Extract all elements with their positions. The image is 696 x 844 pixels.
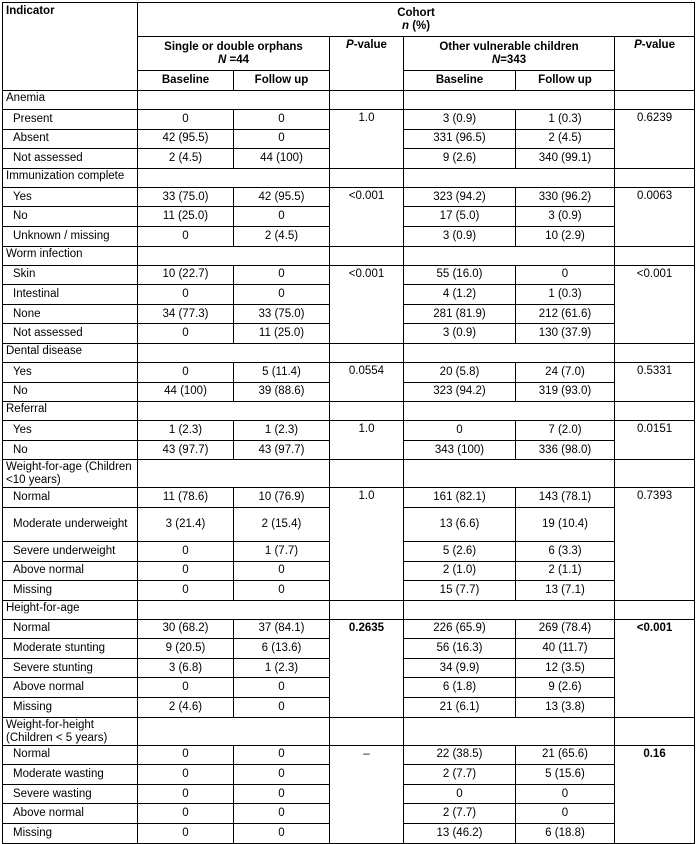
group2-baseline-value: 20 (5.8) <box>404 362 516 382</box>
group2-followup-value: 24 (7.0) <box>516 362 615 382</box>
group2-header: Other vulnerable children N=343 <box>404 37 615 71</box>
group1-followup-value: 39 (88.6) <box>234 382 330 402</box>
pvalue-group2: 0.0151 <box>615 421 695 460</box>
group1-followup-value: 0 <box>234 784 330 804</box>
section-spacer <box>138 246 330 265</box>
row-label: Not assessed <box>3 149 138 169</box>
section-spacer <box>138 600 330 619</box>
group2-followup-value: 1 (0.3) <box>516 285 615 305</box>
group1-followup-header: Follow up <box>234 71 330 91</box>
section-title: Anemia <box>3 91 138 110</box>
pvalue-group2: 0.7393 <box>615 488 695 600</box>
group1-baseline-value: 2 (4.6) <box>138 698 234 718</box>
section-spacer <box>138 460 330 488</box>
group2-followup-value: 13 (3.8) <box>516 698 615 718</box>
group1-followup-value: 0 <box>234 110 330 130</box>
group1-followup-value: 2 (15.4) <box>234 507 330 541</box>
group2-baseline-value: 323 (94.2) <box>404 187 516 207</box>
group1-followup-value: 0 <box>234 561 330 581</box>
group2-followup-value: 6 (3.3) <box>516 541 615 561</box>
pvalue-group1: 1.0 <box>330 110 404 169</box>
group2-followup-value: 9 (2.6) <box>516 678 615 698</box>
group1-baseline-value: 11 (25.0) <box>138 207 234 227</box>
section-header-row <box>3 460 695 488</box>
group2-followup-value: 3 (0.9) <box>516 207 615 227</box>
section-spacer <box>404 343 615 362</box>
section-header-row <box>3 168 695 187</box>
section-spacer <box>138 168 330 187</box>
group1-followup-value: 10 (76.9) <box>234 488 330 508</box>
section-spacer <box>404 402 615 421</box>
group1-followup-value: 0 <box>234 581 330 601</box>
group1-followup-value: 0 <box>234 698 330 718</box>
row-label: Not assessed <box>3 324 138 344</box>
group2-baseline-value: 281 (81.9) <box>404 304 516 324</box>
group2-followup-value: 1 (0.3) <box>516 110 615 130</box>
group1-followup-value: 33 (75.0) <box>234 304 330 324</box>
section-spacer <box>404 600 615 619</box>
cohort-subtitle: n (%) <box>401 19 431 32</box>
group2-baseline-value: 2 (1.0) <box>404 561 516 581</box>
group2-followup-value: 13 (7.1) <box>516 581 615 601</box>
pvalue-group2: 0.0063 <box>615 187 695 246</box>
section-header-row <box>3 343 695 362</box>
group1-baseline-value: 11 (78.6) <box>138 488 234 508</box>
row-label: Skin <box>3 265 138 285</box>
row-label: Severe stunting <box>3 658 138 678</box>
group2-followup-value: 0 <box>516 265 615 285</box>
section-spacer <box>330 343 404 362</box>
row-label: Present <box>3 110 138 130</box>
group1-baseline-value: 10 (22.7) <box>138 265 234 285</box>
group1-baseline-value: 0 <box>138 581 234 601</box>
section-spacer <box>404 91 615 110</box>
table-row <box>3 265 695 285</box>
row-label: Absent <box>3 129 138 149</box>
section-spacer <box>615 246 695 265</box>
group2-baseline-value: 9 (2.6) <box>404 149 516 169</box>
group2-followup-value: 130 (37.9) <box>516 324 615 344</box>
group2-baseline-value: 4 (1.2) <box>404 285 516 305</box>
group2-baseline-value: 331 (96.5) <box>404 129 516 149</box>
group1-baseline-value: 2 (4.5) <box>138 149 234 169</box>
group1-followup-value: 0 <box>234 824 330 844</box>
section-spacer <box>615 402 695 421</box>
group2-followup-value: 19 (10.4) <box>516 507 615 541</box>
group2-followup-value: 0 <box>516 804 615 824</box>
table-row <box>3 488 695 508</box>
row-label: Severe wasting <box>3 784 138 804</box>
group1-followup-value: 0 <box>234 207 330 227</box>
section-title: Height-for-age <box>3 600 138 619</box>
group2-followup-value: 2 (4.5) <box>516 129 615 149</box>
pvalue-group2: 0.16 <box>615 745 695 843</box>
table-row <box>3 110 695 130</box>
section-header-row <box>3 402 695 421</box>
results-table <box>2 2 695 844</box>
row-label: Moderate wasting <box>3 765 138 785</box>
row-label: No <box>3 207 138 227</box>
group2-baseline-value: 13 (46.2) <box>404 824 516 844</box>
group1-baseline-value: 43 (97.7) <box>138 440 234 460</box>
group1-baseline-value: 0 <box>138 285 234 305</box>
group2-baseline-value: 3 (0.9) <box>404 324 516 344</box>
group1-followup-value: 0 <box>234 745 330 765</box>
row-label: Missing <box>3 581 138 601</box>
section-spacer <box>330 460 404 488</box>
group2-baseline-value: 21 (6.1) <box>404 698 516 718</box>
group2-followup-value: 340 (99.1) <box>516 149 615 169</box>
group2-baseline-value: 13 (6.6) <box>404 507 516 541</box>
group2-followup-value: 5 (15.6) <box>516 765 615 785</box>
group2-baseline-value: 56 (16.3) <box>404 639 516 659</box>
section-spacer <box>615 717 695 745</box>
group2-followup-value: 12 (3.5) <box>516 658 615 678</box>
table-row <box>3 421 695 441</box>
group2-baseline-value: 3 (0.9) <box>404 226 516 246</box>
group2-baseline-value: 343 (100) <box>404 440 516 460</box>
group1-baseline-value: 0 <box>138 824 234 844</box>
group1-baseline-value: 30 (68.2) <box>138 619 234 639</box>
section-spacer <box>330 91 404 110</box>
section-header-row <box>3 600 695 619</box>
pvalue-group1: 0.0554 <box>330 362 404 401</box>
group1-followup-value: 42 (95.5) <box>234 187 330 207</box>
group1-baseline-value: 0 <box>138 745 234 765</box>
group2-baseline-value: 22 (38.5) <box>404 745 516 765</box>
group2-followup-header: Follow up <box>516 71 615 91</box>
group2-followup-value: 319 (93.0) <box>516 382 615 402</box>
row-label: No <box>3 440 138 460</box>
pvalue2-header: P-value <box>615 37 695 91</box>
group1-baseline-value: 0 <box>138 561 234 581</box>
row-label: Normal <box>3 619 138 639</box>
group2-followup-value: 7 (2.0) <box>516 421 615 441</box>
group1-followup-value: 11 (25.0) <box>234 324 330 344</box>
group1-followup-value: 1 (2.3) <box>234 421 330 441</box>
pvalue-group2: 0.6239 <box>615 110 695 169</box>
group1-baseline-value: 42 (95.5) <box>138 129 234 149</box>
group2-followup-value: 21 (65.6) <box>516 745 615 765</box>
section-title: Weight-for-age (Children <10 years) <box>3 460 138 488</box>
group2-baseline-value: 323 (94.2) <box>404 382 516 402</box>
section-spacer <box>330 168 404 187</box>
group2-followup-value: 212 (61.6) <box>516 304 615 324</box>
group1-followup-value: 0 <box>234 129 330 149</box>
row-label: Severe underweight <box>3 541 138 561</box>
group1-baseline-header: Baseline <box>138 71 234 91</box>
pvalue-group2: 0.5331 <box>615 362 695 401</box>
row-label: Yes <box>3 187 138 207</box>
section-spacer <box>330 246 404 265</box>
section-spacer <box>404 168 615 187</box>
group2-baseline-value: 5 (2.6) <box>404 541 516 561</box>
group2-followup-value: 40 (11.7) <box>516 639 615 659</box>
section-header-row <box>3 91 695 110</box>
pvalue-group2: <0.001 <box>615 619 695 717</box>
group2-baseline-value: 2 (7.7) <box>404 804 516 824</box>
row-label: Above normal <box>3 804 138 824</box>
group1-baseline-value: 0 <box>138 226 234 246</box>
section-spacer <box>615 460 695 488</box>
section-title: Dental disease <box>3 343 138 362</box>
group2-baseline-value: 0 <box>404 784 516 804</box>
group1-followup-value: 0 <box>234 804 330 824</box>
group1-followup-value: 0 <box>234 678 330 698</box>
group1-header: Single or double orphans N =44 <box>138 37 330 71</box>
group2-baseline-header: Baseline <box>404 71 516 91</box>
pvalue-group1: 1.0 <box>330 488 404 600</box>
section-title: Weight-for-height (Children < 5 years) <box>3 717 138 745</box>
section-title: Referral <box>3 402 138 421</box>
group2-baseline-value: 34 (9.9) <box>404 658 516 678</box>
pvalue1-header: P-value <box>330 37 404 91</box>
row-label: Normal <box>3 488 138 508</box>
group1-followup-value: 5 (11.4) <box>234 362 330 382</box>
table-row <box>3 619 695 639</box>
group1-baseline-value: 9 (20.5) <box>138 639 234 659</box>
group1-baseline-value: 3 (21.4) <box>138 507 234 541</box>
group2-followup-value: 6 (18.8) <box>516 824 615 844</box>
pvalue-group1: 1.0 <box>330 421 404 460</box>
section-spacer <box>138 717 330 745</box>
group1-baseline-value: 44 (100) <box>138 382 234 402</box>
group1-followup-value: 37 (84.1) <box>234 619 330 639</box>
section-spacer <box>615 343 695 362</box>
section-spacer <box>330 717 404 745</box>
row-label: Missing <box>3 824 138 844</box>
group2-baseline-value: 0 <box>404 421 516 441</box>
row-label: Yes <box>3 362 138 382</box>
group1-baseline-value: 34 (77.3) <box>138 304 234 324</box>
group1-baseline-value: 0 <box>138 804 234 824</box>
section-spacer <box>404 717 615 745</box>
group2-followup-value: 330 (96.2) <box>516 187 615 207</box>
pvalue-group2: <0.001 <box>615 265 695 343</box>
table-row <box>3 745 695 765</box>
row-label: Unknown / missing <box>3 226 138 246</box>
group1-baseline-value: 0 <box>138 678 234 698</box>
group1-baseline-value: 0 <box>138 765 234 785</box>
group1-followup-value: 0 <box>234 765 330 785</box>
group2-followup-value: 336 (98.0) <box>516 440 615 460</box>
pvalue-group1: <0.001 <box>330 187 404 246</box>
group2-followup-value: 269 (78.4) <box>516 619 615 639</box>
group1-followup-value: 6 (13.6) <box>234 639 330 659</box>
cohort-header <box>138 3 695 37</box>
section-spacer <box>330 600 404 619</box>
row-label: No <box>3 382 138 402</box>
group1-followup-value: 0 <box>234 265 330 285</box>
pvalue-group1: 0.2635 <box>330 619 404 717</box>
group2-baseline-value: 3 (0.9) <box>404 110 516 130</box>
section-spacer <box>330 402 404 421</box>
row-label: Missing <box>3 698 138 718</box>
section-spacer <box>615 600 695 619</box>
group1-followup-value: 2 (4.5) <box>234 226 330 246</box>
section-header-row <box>3 717 695 745</box>
group1-followup-value: 1 (2.3) <box>234 658 330 678</box>
row-label: Yes <box>3 421 138 441</box>
row-label: Intestinal <box>3 285 138 305</box>
group2-baseline-value: 6 (1.8) <box>404 678 516 698</box>
group1-baseline-value: 33 (75.0) <box>138 187 234 207</box>
row-label: Normal <box>3 745 138 765</box>
pvalue-group1: – <box>330 745 404 843</box>
group1-baseline-value: 0 <box>138 541 234 561</box>
group1-baseline-value: 3 (6.8) <box>138 658 234 678</box>
group1-baseline-value: 1 (2.3) <box>138 421 234 441</box>
section-title: Worm infection <box>3 246 138 265</box>
section-spacer <box>138 91 330 110</box>
group1-followup-value: 44 (100) <box>234 149 330 169</box>
group2-baseline-value: 15 (7.7) <box>404 581 516 601</box>
row-label: Above normal <box>3 561 138 581</box>
row-label: None <box>3 304 138 324</box>
group2-followup-value: 0 <box>516 784 615 804</box>
group2-baseline-value: 2 (7.7) <box>404 765 516 785</box>
group2-baseline-value: 55 (16.0) <box>404 265 516 285</box>
section-spacer <box>615 91 695 110</box>
group1-baseline-value: 0 <box>138 324 234 344</box>
pvalue-group1: <0.001 <box>330 265 404 343</box>
indicator-header: Indicator <box>3 3 138 91</box>
group1-followup-value: 0 <box>234 285 330 305</box>
table-row <box>3 187 695 207</box>
group2-baseline-value: 226 (65.9) <box>404 619 516 639</box>
table-row <box>3 362 695 382</box>
section-title: Immunization complete <box>3 168 138 187</box>
group1-baseline-value: 0 <box>138 110 234 130</box>
row-label: Moderate stunting <box>3 639 138 659</box>
section-spacer <box>404 460 615 488</box>
row-label: Above normal <box>3 678 138 698</box>
cohort-title: Cohort <box>397 6 435 19</box>
group2-followup-value: 10 (2.9) <box>516 226 615 246</box>
section-header-row <box>3 246 695 265</box>
group2-baseline-value: 161 (82.1) <box>404 488 516 508</box>
section-spacer <box>404 246 615 265</box>
group1-followup-value: 43 (97.7) <box>234 440 330 460</box>
row-label: Moderate underweight <box>3 507 138 541</box>
group2-followup-value: 2 (1.1) <box>516 561 615 581</box>
group1-baseline-value: 0 <box>138 362 234 382</box>
section-spacer <box>138 343 330 362</box>
group1-followup-value: 1 (7.7) <box>234 541 330 561</box>
group1-baseline-value: 0 <box>138 784 234 804</box>
section-spacer <box>615 168 695 187</box>
group2-followup-value: 143 (78.1) <box>516 488 615 508</box>
group2-baseline-value: 17 (5.0) <box>404 207 516 227</box>
section-spacer <box>138 402 330 421</box>
